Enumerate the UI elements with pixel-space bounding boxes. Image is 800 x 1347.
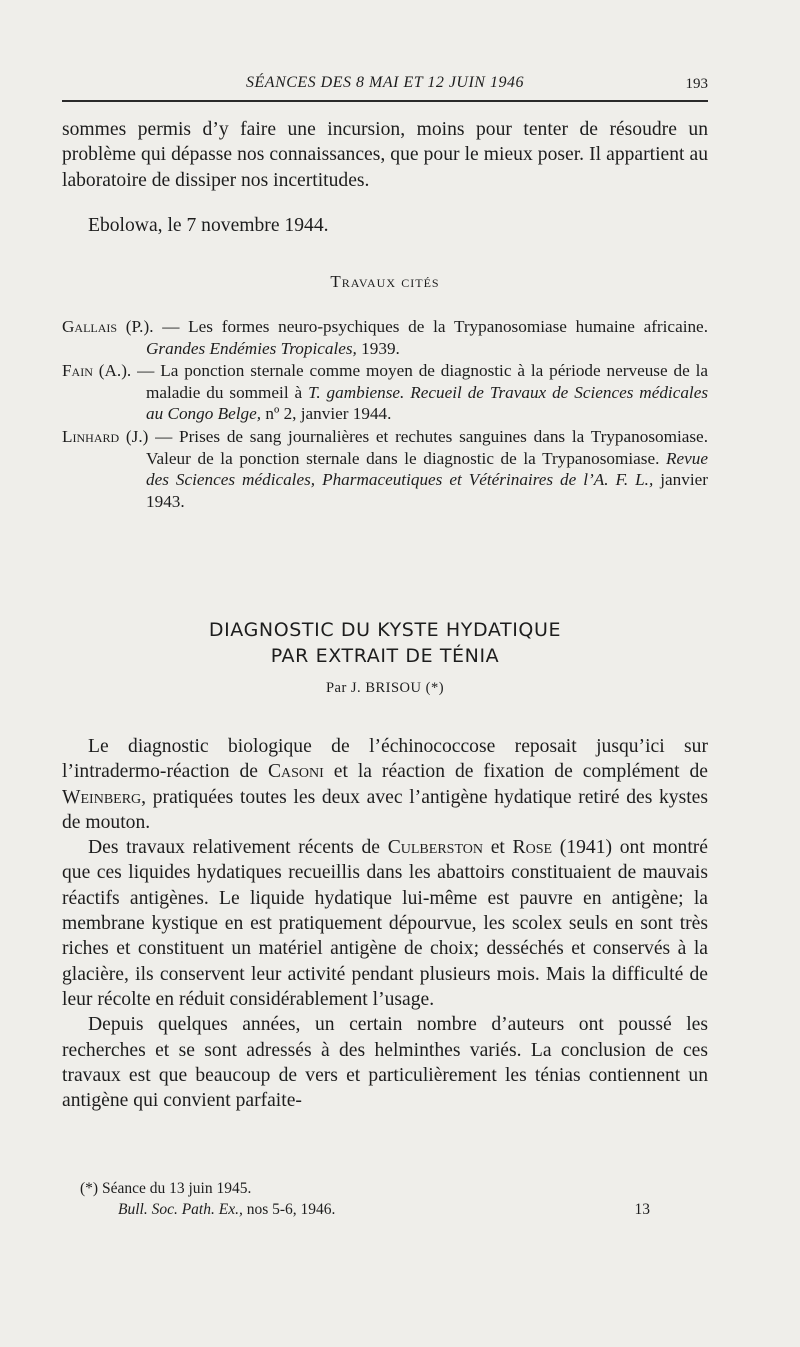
reference-item — [62, 360, 708, 425]
running-title: SÉANCES DES 8 MAI ET 12 JUIN 1946 — [246, 74, 524, 91]
footnote-citation — [80, 1199, 690, 1220]
reference-tail: nº 2, janvier 1944. — [265, 404, 392, 424]
reference-species: T. gambiense. — [308, 382, 405, 402]
reference-item — [62, 316, 708, 359]
paragraph-text: et la réaction de fixation de complément de — [333, 761, 709, 783]
byline-prefix: Par J. — [325, 680, 362, 696]
footnote-journal: Bull. Soc. Path. Ex., — [118, 1201, 243, 1218]
dateline: Ebolowa, le 7 novembre 1944. — [88, 215, 329, 236]
article-paragraph: Depuis quelques années, un certain nombre d’auteurs ont poussé les recherches et se sont adressés à des helminthes variés. La conclusion de ces travaux est que beaucoup de vers et particulièrement les ténias contiennent un antigène qui convient parfaite- — [62, 1014, 708, 1112]
reference-author: Gallais (P.). — [62, 317, 154, 336]
footnote — [80, 1178, 690, 1220]
reference-tail: 1939. — [361, 338, 400, 358]
reference-author: Linhard (J.) — [62, 426, 149, 446]
running-header — [62, 72, 708, 102]
article-title-line: PAR EXTRAIT DE TÉNIA — [270, 645, 500, 667]
paragraph-text: Des travaux relativement récents de — [88, 837, 380, 859]
dateline-block — [62, 213, 708, 238]
paragraph-text: Le diagnostic biologique de l’échinococcose reposait jusqu’ici sur l’intradermo-réaction de — [62, 736, 708, 783]
footnote-issue: nos 5-6, 1946. — [246, 1201, 336, 1218]
reference-author: Fain (A.). — [62, 361, 132, 381]
reference-source: Grandes Endémies Tropicales, — [146, 338, 357, 358]
author-name: Culberston — [387, 837, 483, 859]
byline-footnote-mark: (*) — [425, 680, 445, 696]
page-number: 193 — [685, 76, 708, 92]
author-name: Weinberg, — [62, 786, 147, 808]
reference-text: — Les formes neuro-psychiques de la Trypanosomiase humaine africaine. — [162, 317, 708, 336]
intro-paragraph-block — [62, 117, 708, 193]
paragraph-text: pratiquées toutes les deux avec l’antigène hydatique retiré des kystes de mouton. — [62, 786, 708, 833]
article-paragraph — [62, 835, 708, 1012]
intro-paragraph: sommes permis d’y faire une incursion, moins pour tenter de résoudre un problème qui dépasse nos connaissances, que pour le mieux poser. Il appartient au laboratoire de dissiper nos incertitudes. — [62, 119, 708, 191]
paragraph-text: (1941) ont montré que ces liquides hydatiques recueillis dans les abattoirs constituaient de mauvais réactifs antigènes. Le liquide hydatique lui-même est pauvre en antigène; la membrane kystique en est pratiquement dépourvue, les scolex seuls en sont très riches et constituent un matériel antigène de choix; desséchés et conservés à la glacière, ils conservent leur activité pendant plusieurs mois. Mais la difficulté de leur récolte en réduit considérablement l’usage. — [62, 837, 708, 1010]
author-name: Casoni — [267, 761, 324, 783]
reference-tail: janvier 1943. — [146, 470, 708, 511]
signature-mark: 13 — [634, 1201, 650, 1218]
reference-source: Revue des Sciences médicales, Pharmaceutiques et Vétérinaires de l’A. F. L., — [146, 448, 709, 490]
byline-author: BRISOU — [365, 680, 422, 696]
footnote-line: (*) Séance du 13 juin 1945. — [80, 1180, 252, 1197]
paragraph-text: et — [490, 837, 505, 859]
article-byline — [62, 680, 708, 697]
reference-text: — Prises de sang journalières et rechutes sanguines dans la Trypanosomiase. Valeur de la ponction sternale dans le diagnostic de la Trypanosomiase. — [146, 426, 708, 468]
reference-text: — La ponction sternale comme moyen de diagnostic à la période nerveuse de la maladie du sommeil à — [137, 361, 709, 402]
article-title-line: DIAGNOSTIC DU KYSTE HYDATIQUE — [208, 619, 562, 641]
article-title — [62, 617, 708, 669]
references-title: Travaux cités — [330, 272, 440, 291]
article-paragraph — [62, 734, 708, 835]
article-body — [62, 734, 708, 1113]
reference-source: Recueil de Travaux de Sciences médicales au Congo Belge, — [146, 382, 709, 424]
reference-item — [62, 426, 708, 512]
references-list — [62, 316, 708, 513]
author-name: Rose — [512, 837, 553, 859]
